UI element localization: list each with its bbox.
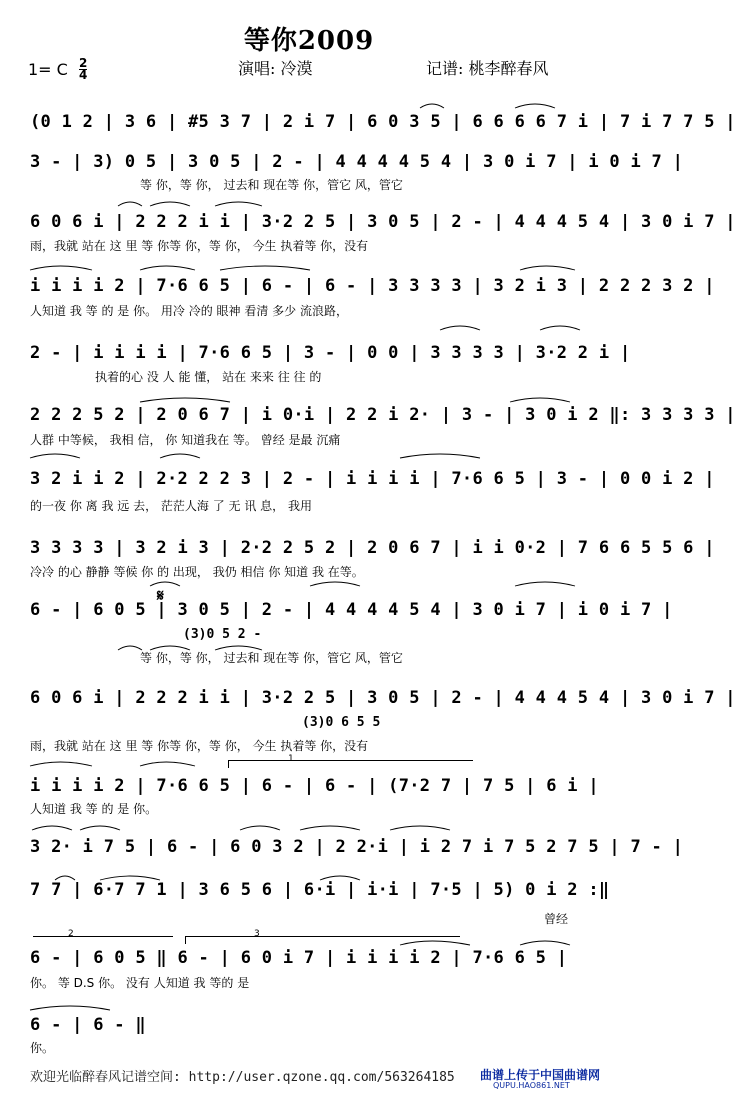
score-line-1: (0 1 2 | 3 6 | #5 3 7 | 2 i 7 | 6 0 3 5 | 6 6 6 6 7 i | 7 i 7 7 5 | [30,112,736,132]
segno-sign: 𝄋 [157,586,164,605]
lyrics-line-5: 执着的心 没 人 能 懂， 站在 来来 往 往 的 [95,370,322,384]
score-line-11: i i i i 2 | 7·6 6 5 | 6 - | 6 - | (7·2 7 | 7 5 | 6 i | [30,776,599,796]
volta-1-cap [228,760,229,768]
score-line-15: 6 - | 6 - ‖ [30,1015,146,1035]
alternate-notes-1: (3)0 5 2 - [183,627,262,642]
lyrics-line-11: 人知道 我 等 的 是 你。 [30,802,158,816]
footer-credit: 欢迎光临醉春风记谱空间: http://user.qzone.qq.com/563264185 [30,1070,455,1085]
volta-3-bracket [185,936,460,937]
key-signature: 1= C [28,60,68,79]
lyrics-line-14: 你。 等 D.S 你。 没有 人知道 我 等的 是 [30,976,250,990]
score-line-4: i i i i 2 | 7·6 6 5 | 6 - | 6 - | 3 3 3 3 | 3 2 i 3 | 2 2 2 3 2 | [30,276,715,296]
volta-1-number: 1 [288,754,294,764]
lyrics-line-9: 等 你，等 你， 过去和 现在等 你，管它 风，管它 [140,651,403,665]
score-line-5: 2 - | i i i i | 7·6 6 5 | 3 - | 0 0 | 3 3 3 3 | 3·2 2 i | [30,343,631,363]
alternate-notes-2: (3)0 6 5 5 [302,715,381,730]
lyrics-line-15: 你。 [30,1041,55,1055]
score-line-3: 6 0 6 i | 2 2 2 i i | 3·2 2 5 | 3 0 5 | 2 - | 4 4 4 5 4 | 3 0 i 7 | [30,212,736,232]
transcriber-credit: 记谱: 桃李醉春风 [426,59,549,78]
watermark-url: QUPU.HAO861.NET [493,1081,570,1090]
lyrics-line-3: 雨，我就 站在 这 里 等 你等 你，等 你， 今生 执着等 你，没有 [30,239,369,253]
score-line-2: 3 - | 3) 0 5 | 3 0 5 | 2 - | 4 4 4 4 5 4 | 3 0 i 7 | i 0 i 7 | [30,152,684,172]
volta-3-number: 3 [254,929,260,939]
watermark-text: 曲谱上传于中国曲谱网 [480,1068,601,1082]
volta-1-bracket [228,760,473,761]
score-line-8: 3 3 3 3 | 3 2 i 3 | 2·2 2 5 2 | 2 0 6 7 | i i 0·2 | 7 6 6 5 5 6 | [30,538,715,558]
time-signature-bottom: 4 [79,68,88,82]
lyrics-line-13: 曾经 [544,912,569,926]
score-line-14: 6 - | 6 0 5 ‖ 6 - | 6 0 i 7 | i i i i 2 | 7·6 6 5 | [30,948,568,968]
volta-3-cap [185,936,186,944]
score-line-6: 2 2 2 5 2 | 2 0 6 7 | i 0·i | 2 2 i 2· | 3 - | 3 0 i 2 ‖: 3 3 3 3 | [30,405,736,425]
score-line-10: 6 0 6 i | 2 2 2 i i | 3·2 2 5 | 3 0 5 | 2 - | 4 4 4 5 4 | 3 0 i 7 | [30,688,736,708]
lyrics-line-4: 人知道 我 等 的 是 你。 用冷 冷的 眼神 看清 多少 流浪路， [30,304,348,318]
lyrics-line-6: 人群 中等候， 我相 信， 你 知道我在 等。 曾经 是最 沉痛 [30,433,341,447]
singer-credit: 演唱: 冷漠 [238,59,313,78]
score-line-9: 6 - | 6 0 5 | 3 0 5 | 2 - | 4 4 4 4 5 4 | 3 0 i 7 | i 0 i 7 | [30,600,673,620]
volta-2-number: 2 [68,929,74,939]
score-line-13: 7 7 | 6·7 7 1 | 3 6 5 6 | 6·i | i·i | 7·5 | 5) 0 i 2 :‖ [30,880,610,900]
volta-2-bracket [33,936,173,937]
time-signature-top: 2 [79,56,88,70]
lyrics-line-10: 雨，我就 站在 这 里 等 你等 你，等 你， 今生 执着等 你，没有 [30,739,369,753]
lyrics-line-8: 冷冷 的心 静静 等候 你 的 出现， 我仍 相信 你 知道 我 在等。 [30,565,364,579]
lyrics-line-7: 的一夜 你 离 我 远 去， 茫茫人海 了 无 讯 息， 我用 [30,499,312,513]
lyrics-line-2: 等 你，等 你， 过去和 现在等 你，管它 风，管它 [140,178,403,192]
score-line-12: 3 2· i 7 5 | 6 - | 6 0 3 2 | 2 2·i | i 2 7 i 7 5 2 7 5 | 7 - | [30,837,684,857]
score-title: 等你2009 [243,26,375,56]
score-line-7: 3 2 i i 2 | 2·2 2 2 3 | 2 - | i i i i | 7·6 6 5 | 3 - | 0 0 i 2 | [30,469,715,489]
